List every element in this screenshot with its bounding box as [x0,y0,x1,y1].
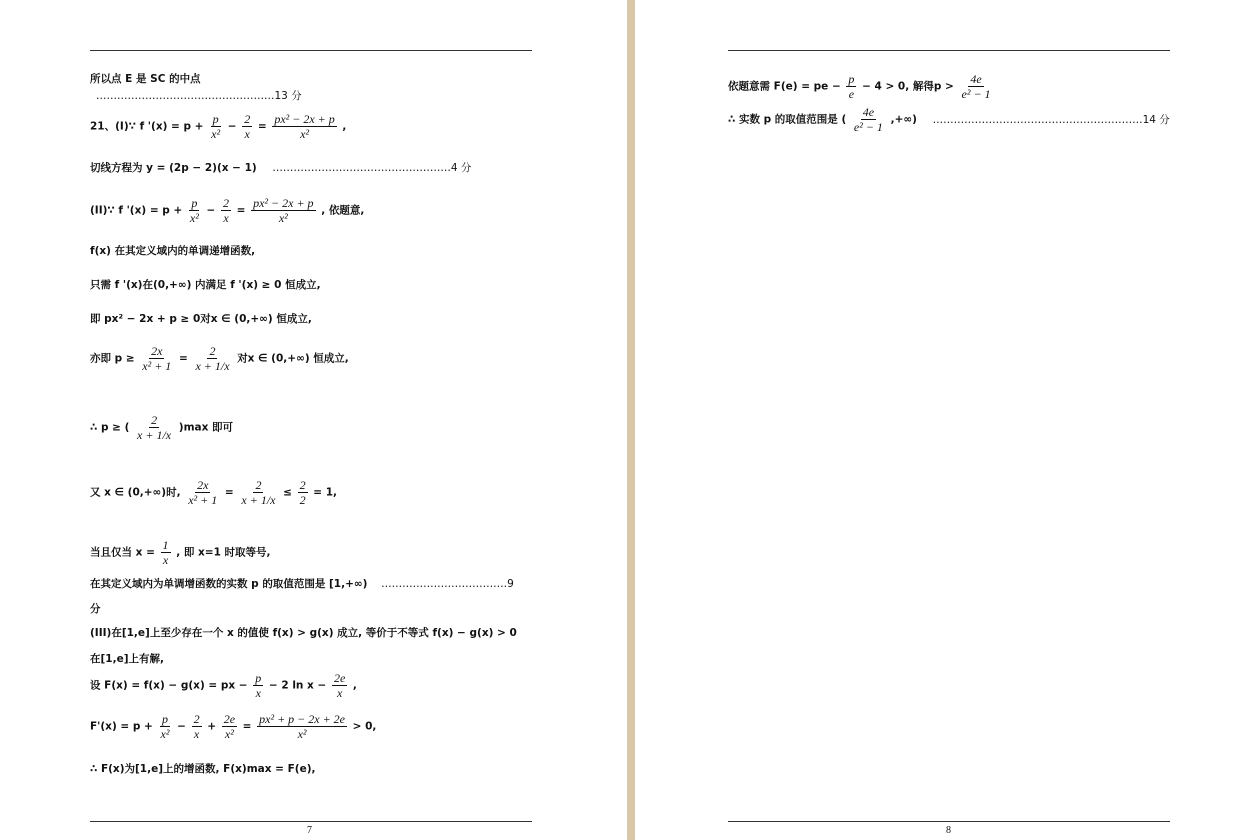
numerator: 2e [223,712,236,726]
denominator: 2 [299,493,306,507]
denominator: e² − 1 [961,87,991,101]
operator: = [257,120,267,133]
denominator: x² + 1 [188,493,218,507]
numerator: 2 [193,712,200,726]
text: 在其定义域内为单调增函数的实数 p 的取值范围是 [1,+∞) [90,578,368,590]
denominator: x² [297,727,307,741]
denominator: e² − 1 [853,120,883,134]
line-equality [90,538,271,567]
operator: + [207,720,217,733]
line-only-need: 只需 f '(x)在(0,+∞) 内满足 f '(x) ≥ 0 恒成立, [90,279,321,291]
denominator: x [162,553,169,567]
denominator: x² [189,211,199,225]
text: 亦即 p ≥ [90,352,135,365]
score-14: ……………………………………………………14 分 [932,113,1170,126]
denominator: x [193,727,200,741]
fraction [135,413,173,442]
page-number: 8 [946,825,951,836]
line-F-derivative [90,712,376,741]
numerator: 2 [209,344,216,358]
text: 设 F(x) = f(x) − g(x) = px − [90,679,248,692]
fraction [193,344,231,373]
line-has-solution: 在[1,e]上有解, [90,653,165,665]
fraction [159,712,172,741]
numerator: px² + p − 2x + 2e [259,712,346,726]
line-p-max [90,413,233,442]
operator: = [224,486,234,499]
denominator: x [223,211,229,225]
numerator: p [255,671,262,685]
denominator: x + 1/x [137,428,172,442]
operator: ≤ [283,486,292,499]
text: )max 即可 [178,421,234,434]
numerator: px² − 2x + p [274,112,335,126]
denominator: x + 1/x [195,359,230,373]
line-inequality: 即 px² − 2x + p ≥ 0对x ∈ (0,+∞) 恒成立, [90,313,312,325]
denominator: x² [160,727,170,741]
fraction [209,112,222,141]
fraction [140,344,173,373]
line-when-x [90,478,337,507]
denominator: x² [300,127,309,141]
header-rule [90,50,532,51]
text: > 0, [352,720,377,733]
score-4: ……………………………………………4 分 [272,162,472,174]
text: ,+∞) [890,113,917,126]
numerator: p [161,712,168,726]
line-e-midpoint: 所以点 E 是 SC 的中点 [90,73,201,85]
fraction [242,112,252,141]
fraction [192,712,202,741]
numerator: 2 [255,478,262,492]
numerator: 2e [333,671,346,685]
fraction [253,671,263,700]
page-right [635,0,1256,840]
denominator: x² [224,727,234,741]
text: 又 x ∈ (0,+∞)时, [90,486,181,499]
denominator: x² [211,127,221,141]
text: (II)∵ f '(x) = p + [90,204,183,217]
numerator: 4e [862,105,875,119]
fraction [186,478,219,507]
fraction [251,196,315,225]
numerator: 2 [151,413,158,427]
fraction [332,671,347,700]
operator: = [236,204,246,217]
score-13: ……………………………………………13 分 [96,90,302,102]
line-increasing-F: ∴ F(x)为[1,e]上的增函数, F(x)max = F(e), [90,763,316,775]
operator: − 2 ln x − [268,679,327,692]
line-tangent [90,161,471,175]
footer-rule [90,821,532,822]
fraction [221,196,231,225]
text: 当且仅当 x = [90,546,155,559]
fraction [852,105,885,134]
numerator: 2 [222,196,229,210]
text: 依题意需 F(e) = pe − [728,80,841,93]
numerator: 4e [970,72,982,86]
text: , 依题意, [321,204,365,217]
fraction [846,72,856,101]
operator: − 4 > 0, 解得p > [862,80,954,93]
denominator: x + 1/x [241,493,276,507]
line-q21-part2 [90,196,364,225]
fraction [298,478,308,507]
line-define-F [90,671,357,700]
operator: = [242,720,252,733]
numerator: 1 [162,538,169,552]
text: ∴ 实数 p 的取值范围是 ( [728,113,847,126]
numerator: p [848,72,855,86]
line-also-p [90,344,349,373]
page-gutter [627,0,635,840]
operator: = [178,352,188,365]
line-range [90,577,514,591]
text: 切线方程为 y = (2p − 2)(x − 1) [90,162,257,174]
text: , 即 x=1 时取等号, [176,546,271,559]
text: 21、(Ⅰ)∵ f '(x) = p + [90,120,204,133]
numerator: 2x [197,478,209,492]
denominator: x² [278,211,288,225]
operator: − [206,204,216,217]
operator: − [177,720,186,733]
score-9-unit: 分 [90,603,101,615]
text: , [342,120,347,133]
score-9: ………………………………9 [381,578,514,590]
footer-rule [728,821,1170,822]
text: F'(x) = p + [90,720,153,733]
denominator: x [255,686,261,700]
numerator: px² − 2x + p [253,196,314,210]
line-final-range [728,105,1170,134]
text: = 1, [313,486,338,499]
fraction [960,72,993,101]
numerator: 2 [299,478,306,492]
numerator: p [212,112,219,126]
text: , [352,679,357,692]
page-left [0,0,627,840]
operator: − [227,120,237,133]
line-monotonic: f(x) 在其定义域内的单调递增函数, [90,245,256,257]
line-condition [728,72,995,101]
line-q21-part1 [90,112,346,141]
denominator: x² + 1 [142,359,172,373]
numerator: 2x [151,344,163,358]
numerator: 2 [244,112,251,126]
line-part3: (III)在[1,e]上至少存在一个 x 的值使 f(x) > g(x) 成立, 等价于不等式 f(x) − g(x) > 0 [90,627,517,639]
denominator: e [848,87,855,101]
fraction [222,712,237,741]
denominator: x [244,127,250,141]
fraction [272,112,336,141]
header-rule [728,50,1170,51]
numerator: p [191,196,198,210]
page-number: 7 [307,825,312,836]
denominator: x [336,686,343,700]
fraction [239,478,277,507]
text: 对x ∈ (0,+∞) 恒成立, [237,352,349,365]
fraction [188,196,201,225]
fraction [161,538,171,567]
fraction [257,712,347,741]
text: ∴ p ≥ ( [90,421,130,434]
